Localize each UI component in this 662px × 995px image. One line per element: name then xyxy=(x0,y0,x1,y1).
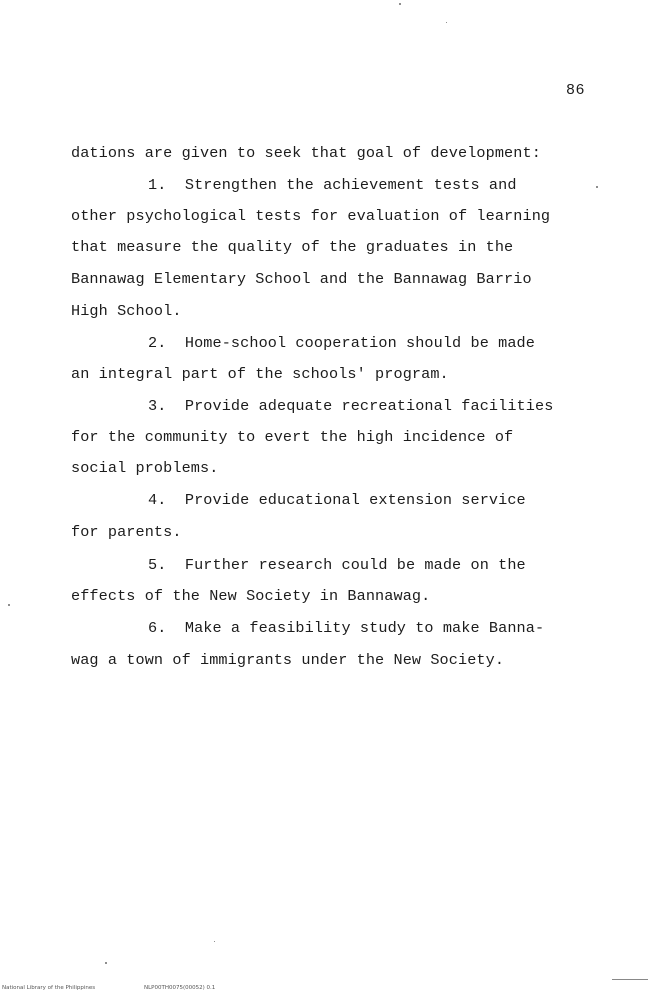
text-line: 1. Strengthen the achievement tests and xyxy=(148,176,517,194)
text-line: 5. Further research could be made on the xyxy=(148,556,526,574)
scan-speck xyxy=(105,962,107,964)
page-number: 86 xyxy=(566,82,586,99)
scan-speck xyxy=(446,22,447,23)
scan-speck xyxy=(214,941,215,942)
scan-edge-mark xyxy=(612,979,648,980)
footer-code: NLP00TH0075(00052) 0.1 xyxy=(144,985,216,991)
text-line: that measure the quality of the graduates in the xyxy=(71,238,514,256)
text-line: High School. xyxy=(71,302,182,320)
text-line: dations are given to seek that goal of development: xyxy=(71,144,541,162)
scan-speck xyxy=(596,186,598,188)
text-line: 3. Provide adequate recreational facilities xyxy=(148,397,554,415)
scan-speck xyxy=(8,604,10,606)
text-line: for the community to evert the high incidence of xyxy=(71,428,514,446)
text-line: wag a town of immigrants under the New Society. xyxy=(71,651,505,669)
text-line: effects of the New Society in Bannawag. xyxy=(71,587,431,605)
text-line: social problems. xyxy=(71,459,219,477)
text-line: Bannawag Elementary School and the Bannawag Barrio xyxy=(71,270,532,288)
footer-library: National Library of the Philippines xyxy=(2,985,96,991)
text-line: other psychological tests for evaluation of learning xyxy=(71,207,551,225)
scan-speck xyxy=(399,3,401,5)
text-line: an integral part of the schools' program. xyxy=(71,365,449,383)
text-line: 6. Make a feasibility study to make Banna- xyxy=(148,619,545,637)
text-line: 4. Provide educational extension service xyxy=(148,491,526,509)
text-line: for parents. xyxy=(71,523,182,541)
text-line: 2. Home-school cooperation should be made xyxy=(148,334,535,352)
